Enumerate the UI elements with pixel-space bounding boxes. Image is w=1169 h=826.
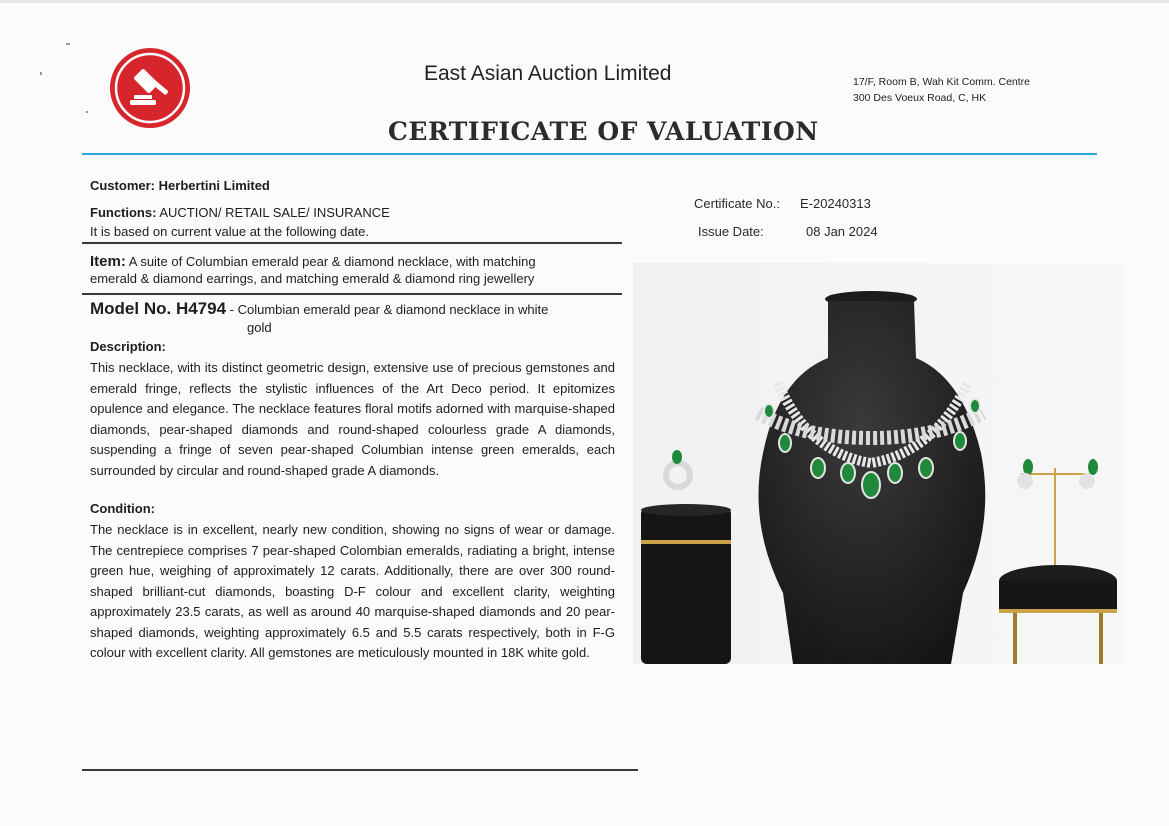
certificate-number-label: Certificate No.: bbox=[694, 196, 780, 211]
scan-edge bbox=[0, 0, 1169, 3]
item-text-1: A suite of Columbian emerald pear & diamond necklace, with matching bbox=[128, 254, 536, 269]
scan-speck bbox=[86, 111, 88, 113]
issue-date-value: 08 Jan 2024 bbox=[806, 224, 878, 239]
scan-speck bbox=[40, 72, 42, 75]
company-address bbox=[853, 74, 1030, 106]
functions-value: AUCTION/ RETAIL SALE/ INSURANCE bbox=[159, 205, 390, 220]
company-name: East Asian Auction Limited bbox=[424, 62, 672, 85]
issue-date-label: Issue Date: bbox=[698, 224, 764, 239]
functions-label: Functions: bbox=[90, 205, 157, 220]
divider bbox=[82, 293, 622, 295]
auction-gavel-logo bbox=[108, 46, 192, 130]
condition-heading: Condition: bbox=[90, 501, 155, 516]
customer-value: Herbertini Limited bbox=[158, 178, 270, 193]
divider bbox=[82, 242, 622, 244]
functions-note: It is based on current value at the following date. bbox=[90, 224, 369, 239]
certificate-title: CERTIFICATE OF VALUATION bbox=[388, 117, 819, 146]
header-divider bbox=[82, 153, 1097, 155]
customer-label: Customer: bbox=[90, 178, 156, 193]
model-description: - Columbian emerald pear & diamond necklace in white bbox=[229, 302, 549, 317]
address-line-2: 300 Des Voeux Road, C, HK bbox=[853, 92, 987, 104]
item-line-1 bbox=[90, 253, 536, 270]
certificate-number-value: E-20240313 bbox=[800, 196, 871, 211]
model-number: Model No. H4794 bbox=[90, 299, 227, 318]
model-description-cont: gold bbox=[247, 320, 272, 335]
description-heading: Description: bbox=[90, 339, 166, 354]
jewellery-photo bbox=[633, 263, 1124, 664]
item-label: Item: bbox=[90, 253, 126, 270]
scan-speck bbox=[66, 43, 70, 45]
model-line bbox=[90, 299, 548, 319]
item-line-2: emerald & diamond earrings, and matching emerald & diamond ring jewellery bbox=[90, 271, 535, 286]
condition-text: The necklace is in excellent, nearly new condition, showing no signs of wear or damage. The centrepiece comprises 7 pear-shaped Colombian emeralds, radiating a bright, intense green hue, weighing of approximately 12 carats. Additionally, there are over 300 round-shaped brilliant-cut diamonds, boasting D-F colour and excellent clarity, weighting approximately 23.5 carats, as well as around 40 marquise-shaped diamonds and 20 pear-shaped diamonds, weighting approximately 6.5 and 5.5 carats respectively, both in F-G colour with excellent clarity. All gemstones are meticulously mounted in 18K white gold. bbox=[90, 522, 615, 660]
description-text: This necklace, with its distinct geometric design, extensive use of precious gemstones and emerald fringe, reflects the stylistic influences of the Art Deco period. It epitomizes opulence and elegance. The necklace features floral motifs adorned with marquise-shaped diamonds, pear-shaped diamonds and round-shaped colourless grade A diamonds, suspending a fringe of seven pear-shaped Columbian intense green emeralds, each surrounded by circular and round-shaped grade A diamonds. bbox=[90, 360, 615, 478]
customer-line bbox=[90, 178, 270, 193]
address-line-1: 17/F, Room B, Wah Kit Comm. Centre bbox=[853, 76, 1030, 88]
footer-divider bbox=[82, 769, 638, 771]
functions-line bbox=[90, 205, 390, 220]
